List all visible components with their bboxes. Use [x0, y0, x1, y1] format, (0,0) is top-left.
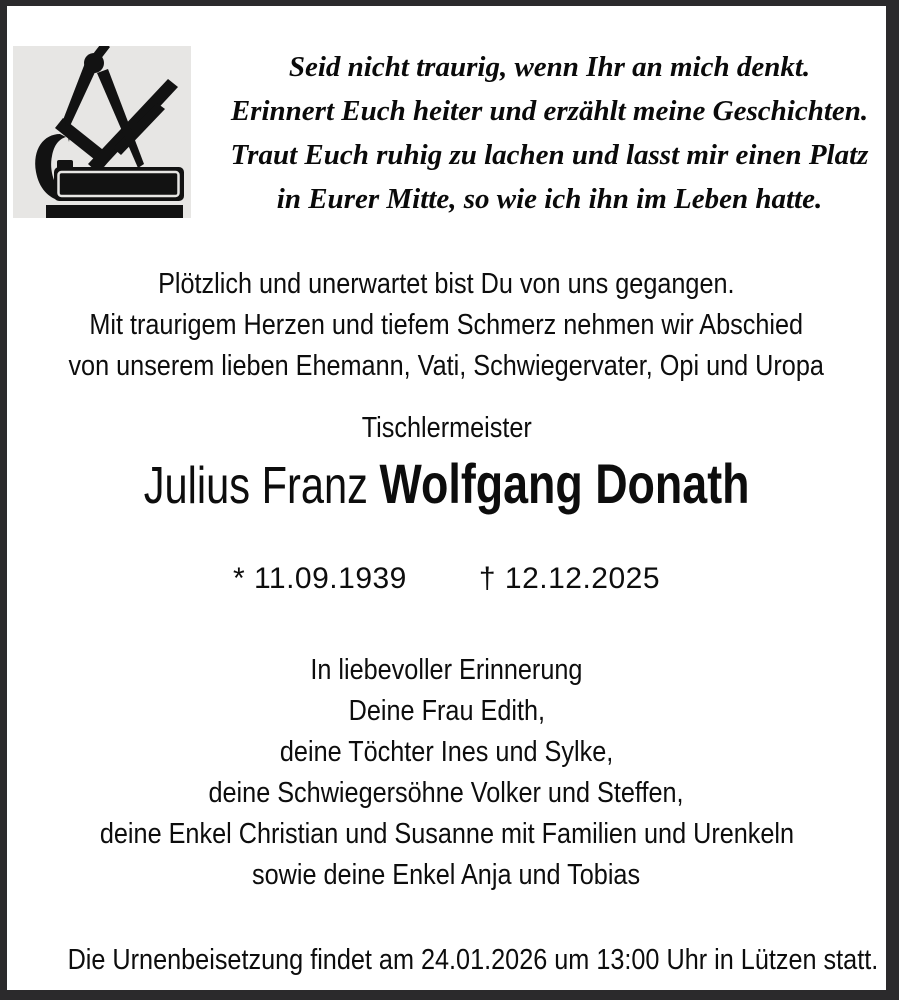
poem-line: in Eurer Mitte, so wie ich ihn im Leben hatte.	[276, 183, 823, 215]
birth-date: * 11.09.1939	[232, 562, 407, 595]
profession-title: Tischlermeister	[361, 412, 532, 444]
intro-line: Plötzlich und unerwartet bist Du von uns gegangen.	[158, 268, 735, 300]
carpenter-guild-logo	[13, 46, 191, 218]
deceased-name	[7, 453, 886, 530]
life-dates	[7, 560, 886, 598]
main-name: Wolfgang Donath	[379, 452, 750, 515]
death-date: † 12.12.2025	[478, 562, 661, 595]
poem-line: Erinnert Euch heiter und erzählt meine Geschichten.	[230, 95, 869, 127]
poem-line: Traut Euch ruhig zu lachen und lasst mir einen Platz	[230, 139, 869, 171]
intro-paragraph	[7, 264, 886, 387]
family-line: sowie deine Enkel Anja und Tobias	[252, 859, 641, 891]
family-line: deine Schwiegersöhne Volker und Steffen,	[208, 777, 685, 809]
remembrance-heading: In liebevoller Erinnerung	[310, 654, 583, 686]
family-list	[7, 691, 886, 896]
given-names: Julius Franz	[143, 457, 368, 515]
poem-line: Seid nicht traurig, wenn Ihr an mich denkt.	[288, 51, 811, 83]
family-line: Deine Frau Edith,	[348, 695, 545, 727]
obituary-paper	[7, 6, 886, 990]
family-line: deine Enkel Christian und Susanne mit Familien und Urenkeln	[99, 818, 794, 850]
family-line: deine Töchter Ines und Sylke,	[279, 736, 614, 768]
memorial-poem	[213, 48, 886, 218]
carpenter-tools-icon	[13, 46, 191, 218]
intro-line: Mit traurigem Herzen und tiefem Schmerz nehmen wir Abschied	[89, 309, 804, 341]
intro-line: von unserem lieben Ehemann, Vati, Schwiegervater, Opi und Uropa	[68, 350, 825, 382]
funeral-notice: Die Urnenbeisetzung findet am 24.01.2026 um 13:00 Uhr in Lützen statt.	[67, 944, 879, 976]
obituary-header	[7, 46, 886, 218]
